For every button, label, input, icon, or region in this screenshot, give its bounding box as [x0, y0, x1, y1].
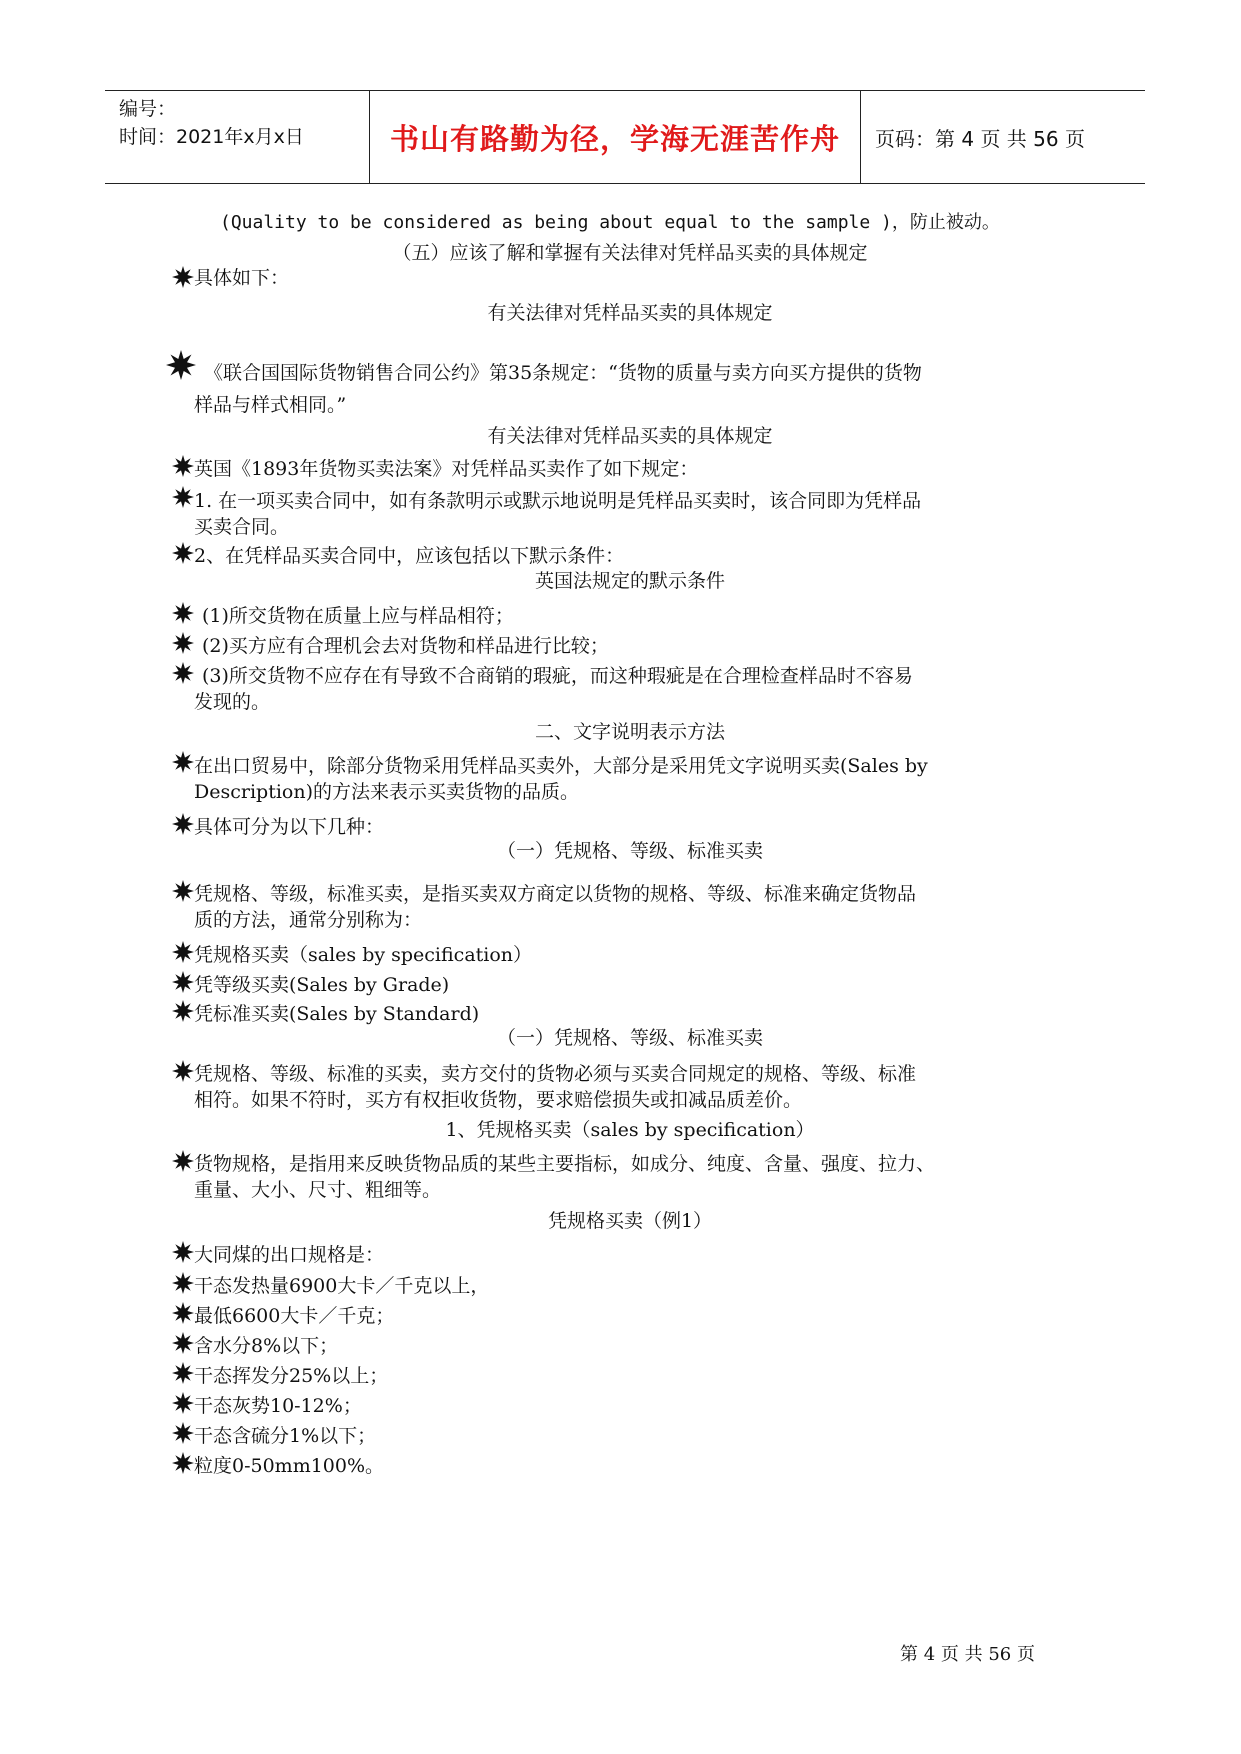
star-burst-icon [172, 1302, 194, 1324]
star-burst-icon [172, 266, 194, 288]
list-item: 干态发热量6900大卡／千克以上， [194, 1275, 490, 1297]
list-item: 干态灰势10-12%； [194, 1395, 362, 1417]
star-burst-icon [172, 1000, 194, 1022]
star-burst-icon [172, 880, 194, 902]
star-burst-icon [172, 1272, 194, 1294]
paragraph-line: 买卖合同。 [194, 516, 290, 538]
star-burst-icon [172, 751, 194, 773]
section-heading: 有关法律对凭样品买卖的具体规定 [487, 302, 773, 324]
header-meta [105, 91, 370, 183]
star-burst-icon [172, 1422, 194, 1444]
star-burst-icon [172, 1332, 194, 1354]
number-label: 编号： [119, 98, 177, 120]
star-burst-icon [172, 1392, 194, 1414]
paragraph-line: Description)的方法来表示买卖货物的品质。 [194, 781, 579, 803]
paragraph-line: 质的方法，通常分别称为： [194, 909, 423, 931]
list-item: 最低6600大卡／千克； [194, 1305, 395, 1327]
section-heading: （五）应该了解和掌握有关法律对凭样品买卖的具体规定 [392, 242, 868, 264]
section-heading: 1、凭规格买卖（sales by specification） [445, 1119, 815, 1141]
star-burst-icon [172, 1241, 194, 1263]
paragraph-line: 《联合国国际货物销售合同公约》第35条规定：“货物的质量与卖方向买方提供的货物 [204, 362, 922, 384]
star-burst-icon [172, 455, 194, 477]
paragraph-line: 样品与样式相同。” [194, 394, 347, 416]
paragraph-line: 重量、大小、尺寸、粗细等。 [194, 1179, 442, 1201]
list-item: 大同煤的出口规格是： [194, 1244, 385, 1266]
paragraph-line: 发现的。 [194, 691, 271, 713]
section-heading: 有关法律对凭样品买卖的具体规定 [487, 425, 773, 447]
list-item: 含水分8%以下； [194, 1335, 339, 1357]
star-burst-icon [172, 813, 194, 835]
paragraph-line: (2)买方应有合理机会去对货物和样品进行比较； [202, 635, 609, 657]
paragraph-line: 英国《1893年货物买卖法案》对凭样品买卖作了如下规定： [194, 458, 699, 480]
paragraph-line: (3)所交货物不应存在有导致不合商销的瑕疵，而这种瑕疵是在合理检查样品时不容易 [202, 665, 913, 687]
star-burst-icon [172, 602, 194, 624]
section-heading: （一）凭规格、等级、标准买卖 [496, 1027, 763, 1049]
list-item: 干态挥发分25%以上； [194, 1365, 389, 1387]
section-heading: 英国法规定的默示条件 [534, 570, 725, 592]
star-burst-icon [172, 542, 194, 564]
section-heading: 二、文字说明表示方法 [534, 721, 725, 743]
star-burst-icon [166, 350, 196, 380]
paragraph-line: 凭规格、等级，标准买卖，是指买卖双方商定以货物的规格、等级、标准来确定货物品 [194, 883, 917, 905]
paragraph-line: 具体如下： [194, 267, 290, 289]
section-heading: 凭规格买卖（例1） [547, 1210, 713, 1232]
paragraph-line: 凭等级买卖(Sales by Grade) [194, 974, 450, 996]
list-item: 粒度0-50mm100%。 [194, 1455, 385, 1477]
paragraph-line: 具体可分为以下几种： [194, 816, 385, 838]
header-motto: 书山有路勤为径，学海无涯苦作舟 [370, 91, 861, 183]
paragraph-line: (Quality to be considered as being about equal to the sample )，防止被动。 [220, 212, 1000, 233]
star-burst-icon [172, 662, 194, 684]
star-burst-icon [172, 1452, 194, 1474]
paragraph-line: 在出口贸易中，除部分货物采用凭样品买卖外，大部分是采用凭文字说明买卖(Sales by [194, 755, 928, 777]
page-header [105, 90, 1145, 184]
star-burst-icon [172, 486, 194, 508]
paragraph-line: 2、在凭样品买卖合同中，应该包括以下默示条件： [194, 545, 625, 567]
star-burst-icon [172, 1150, 194, 1172]
paragraph-line: 凭规格、等级、标准的买卖，卖方交付的货物必须与买卖合同规定的规格、等级、标准 [194, 1063, 917, 1085]
paragraph-line: 相符。如果不符时，买方有权拒收货物，要求赔偿损失或扣减品质差价。 [194, 1089, 803, 1111]
star-burst-icon [172, 941, 194, 963]
star-burst-icon [172, 632, 194, 654]
paragraph-line: 凭标准买卖(Sales by Standard) [194, 1003, 480, 1025]
section-heading: （一）凭规格、等级、标准买卖 [496, 840, 763, 862]
page-footer: 第 4 页 共 56 页 [900, 1644, 1035, 1665]
star-burst-icon [172, 1060, 194, 1082]
star-burst-icon [172, 971, 194, 993]
list-item: 干态含硫分1%以下； [194, 1425, 377, 1447]
paragraph-line: (1)所交货物在质量上应与样品相符； [202, 605, 514, 627]
paragraph-line: 凭规格买卖（sales by specification） [194, 944, 533, 966]
paragraph-line: 货物规格，是指用来反映货物品质的某些主要指标，如成分、纯度、含量、强度、拉力、 [194, 1153, 936, 1175]
header-page-label: 页码：第 4 页 共 56 页 [875, 126, 1085, 151]
paragraph-line: 1. 在一项买卖合同中，如有条款明示或默示地说明是凭样品买卖时，该合同即为凭样品 [194, 490, 922, 512]
time-label: 时间：2021年x月x日 [119, 126, 304, 148]
star-burst-icon [172, 1362, 194, 1384]
